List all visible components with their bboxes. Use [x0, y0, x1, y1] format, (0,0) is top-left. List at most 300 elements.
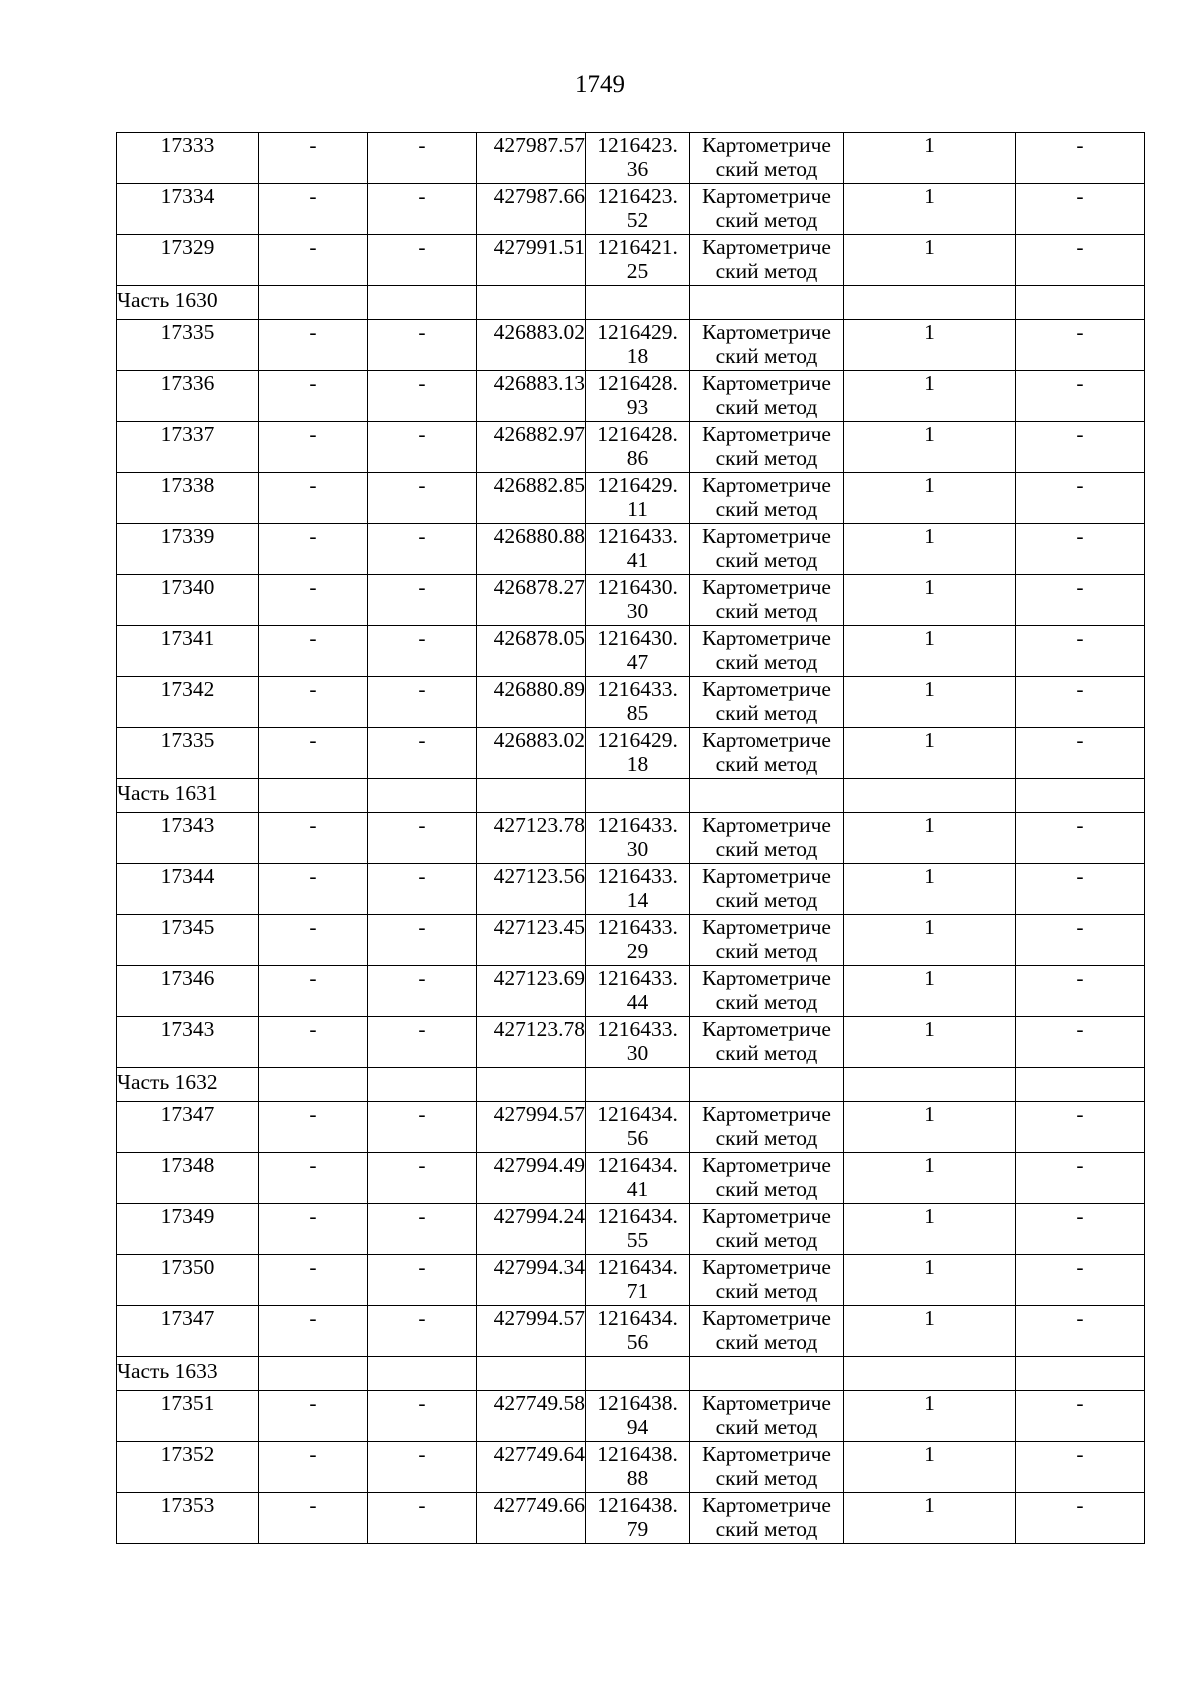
- method-line2: ский метод: [715, 548, 818, 572]
- x-coordinate-cell: 426880.89: [477, 677, 586, 728]
- method-line2: ский метод: [715, 344, 818, 368]
- table-row: [117, 575, 1145, 626]
- y-coordinate-part2: 14: [626, 888, 649, 912]
- y-coordinate-cell: [586, 1306, 690, 1357]
- method-cell: [690, 524, 844, 575]
- dash-cell: -: [368, 1255, 477, 1306]
- y-coordinate-part2: 56: [626, 1126, 649, 1150]
- dash-cell: -: [259, 1442, 368, 1493]
- method-line1: Картометриче: [702, 235, 831, 259]
- accuracy-cell: 1: [844, 473, 1016, 524]
- x-coordinate-cell: 426882.97: [477, 422, 586, 473]
- empty-cell: [844, 779, 1016, 813]
- point-number-cell: 17351: [117, 1391, 259, 1442]
- y-coordinate-part1: 1216428.: [597, 422, 678, 446]
- method-line2: ский метод: [715, 1041, 818, 1065]
- dash-cell: -: [368, 915, 477, 966]
- y-coordinate-part2: 47: [626, 650, 649, 674]
- point-number-cell: 17335: [117, 728, 259, 779]
- y-coordinate-cell: [586, 1391, 690, 1442]
- point-number-cell: 17353: [117, 1493, 259, 1544]
- description-cell: -: [1016, 133, 1145, 184]
- method-line2: ский метод: [715, 395, 818, 419]
- empty-cell: [1016, 779, 1145, 813]
- y-coordinate-cell: [586, 575, 690, 626]
- y-coordinate-part2: 25: [626, 259, 649, 283]
- x-coordinate-cell: 426883.02: [477, 728, 586, 779]
- empty-cell: [368, 286, 477, 320]
- method-cell: [690, 1017, 844, 1068]
- method-line2: ский метод: [715, 157, 818, 181]
- y-coordinate-part2: 85: [626, 701, 649, 725]
- table-row: [117, 422, 1145, 473]
- dash-cell: -: [259, 1493, 368, 1544]
- method-line2: ский метод: [715, 1126, 818, 1150]
- accuracy-cell: 1: [844, 864, 1016, 915]
- description-cell: -: [1016, 677, 1145, 728]
- method-line2: ский метод: [715, 1228, 818, 1252]
- table-row: [117, 1306, 1145, 1357]
- description-cell: -: [1016, 422, 1145, 473]
- y-coordinate-cell: [586, 915, 690, 966]
- dash-cell: -: [368, 1204, 477, 1255]
- method-line1: Картометриче: [702, 626, 831, 650]
- x-coordinate-cell: 427749.66: [477, 1493, 586, 1544]
- description-cell: -: [1016, 966, 1145, 1017]
- y-coordinate-cell: [586, 1493, 690, 1544]
- method-cell: [690, 813, 844, 864]
- table-row: [117, 1204, 1145, 1255]
- method-cell: [690, 966, 844, 1017]
- dash-cell: -: [259, 966, 368, 1017]
- x-coordinate-cell: 427749.58: [477, 1391, 586, 1442]
- dash-cell: -: [259, 915, 368, 966]
- empty-cell: [477, 779, 586, 813]
- y-coordinate-part2: 41: [626, 548, 649, 572]
- method-line1: Картометриче: [702, 1102, 831, 1126]
- x-coordinate-cell: 426878.27: [477, 575, 586, 626]
- accuracy-cell: 1: [844, 813, 1016, 864]
- y-coordinate-cell: [586, 1102, 690, 1153]
- method-line2: ский метод: [715, 259, 818, 283]
- method-cell: [690, 1153, 844, 1204]
- dash-cell: -: [368, 626, 477, 677]
- x-coordinate-cell: 427991.51: [477, 235, 586, 286]
- description-cell: -: [1016, 1391, 1145, 1442]
- method-cell: [690, 864, 844, 915]
- dash-cell: -: [259, 133, 368, 184]
- dash-cell: -: [259, 371, 368, 422]
- part-header-row: [117, 779, 1145, 813]
- dash-cell: -: [259, 1102, 368, 1153]
- dash-cell: -: [259, 575, 368, 626]
- empty-cell: [586, 1068, 690, 1102]
- dash-cell: -: [368, 813, 477, 864]
- description-cell: -: [1016, 575, 1145, 626]
- description-cell: -: [1016, 235, 1145, 286]
- x-coordinate-cell: 427123.78: [477, 1017, 586, 1068]
- point-number-cell: 17352: [117, 1442, 259, 1493]
- method-line2: ский метод: [715, 446, 818, 470]
- y-coordinate-cell: [586, 677, 690, 728]
- dash-cell: -: [259, 677, 368, 728]
- method-line1: Картометриче: [702, 677, 831, 701]
- y-coordinate-cell: [586, 184, 690, 235]
- accuracy-cell: 1: [844, 235, 1016, 286]
- y-coordinate-part1: 1216430.: [597, 575, 678, 599]
- method-line2: ский метод: [715, 1466, 818, 1490]
- empty-cell: [844, 286, 1016, 320]
- point-number-cell: 17349: [117, 1204, 259, 1255]
- accuracy-cell: 1: [844, 1391, 1016, 1442]
- method-line2: ский метод: [715, 1415, 818, 1439]
- point-number-cell: 17340: [117, 575, 259, 626]
- y-coordinate-part2: 79: [626, 1517, 649, 1541]
- y-coordinate-part1: 1216428.: [597, 371, 678, 395]
- y-coordinate-part1: 1216429.: [597, 320, 678, 344]
- accuracy-cell: 1: [844, 915, 1016, 966]
- method-cell: [690, 235, 844, 286]
- method-line2: ский метод: [715, 888, 818, 912]
- method-line1: Картометриче: [702, 320, 831, 344]
- method-cell: [690, 1306, 844, 1357]
- method-line1: Картометриче: [702, 864, 831, 888]
- y-coordinate-part1: 1216434.: [597, 1306, 678, 1330]
- empty-cell: [259, 779, 368, 813]
- table-row: [117, 235, 1145, 286]
- y-coordinate-cell: [586, 1153, 690, 1204]
- y-coordinate-part2: 29: [626, 939, 649, 963]
- y-coordinate-part1: 1216430.: [597, 626, 678, 650]
- y-coordinate-cell: [586, 524, 690, 575]
- y-coordinate-part1: 1216429.: [597, 728, 678, 752]
- point-number-cell: 17343: [117, 813, 259, 864]
- y-coordinate-cell: [586, 1255, 690, 1306]
- dash-cell: -: [368, 371, 477, 422]
- dash-cell: -: [368, 422, 477, 473]
- point-number-cell: 17350: [117, 1255, 259, 1306]
- x-coordinate-cell: 427994.49: [477, 1153, 586, 1204]
- dash-cell: -: [368, 473, 477, 524]
- description-cell: -: [1016, 184, 1145, 235]
- dash-cell: -: [368, 1102, 477, 1153]
- x-coordinate-cell: 427123.78: [477, 813, 586, 864]
- coordinates-table: [116, 132, 1145, 1544]
- y-coordinate-part1: 1216433.: [597, 915, 678, 939]
- dash-cell: -: [368, 1017, 477, 1068]
- x-coordinate-cell: 426880.88: [477, 524, 586, 575]
- point-number-cell: 17348: [117, 1153, 259, 1204]
- description-cell: -: [1016, 728, 1145, 779]
- table-row: [117, 1391, 1145, 1442]
- table-row: [117, 524, 1145, 575]
- dash-cell: -: [368, 677, 477, 728]
- y-coordinate-part2: 93: [626, 395, 649, 419]
- description-cell: -: [1016, 813, 1145, 864]
- dash-cell: -: [368, 575, 477, 626]
- x-coordinate-cell: 426878.05: [477, 626, 586, 677]
- empty-cell: [259, 1357, 368, 1391]
- point-number-cell: 17335: [117, 320, 259, 371]
- y-coordinate-part2: 36: [626, 157, 649, 181]
- y-coordinate-part1: 1216434.: [597, 1204, 678, 1228]
- part-label: Часть 1630: [117, 286, 259, 320]
- y-coordinate-part2: 88: [626, 1466, 649, 1490]
- y-coordinate-part2: 56: [626, 1330, 649, 1354]
- accuracy-cell: 1: [844, 1204, 1016, 1255]
- method-cell: [690, 575, 844, 626]
- y-coordinate-part1: 1216423.: [597, 184, 678, 208]
- description-cell: -: [1016, 473, 1145, 524]
- part-label: Часть 1632: [117, 1068, 259, 1102]
- y-coordinate-part1: 1216429.: [597, 473, 678, 497]
- dash-cell: -: [259, 864, 368, 915]
- part-label: Часть 1633: [117, 1357, 259, 1391]
- description-cell: -: [1016, 1493, 1145, 1544]
- empty-cell: [477, 1357, 586, 1391]
- accuracy-cell: 1: [844, 1255, 1016, 1306]
- y-coordinate-part2: 18: [626, 344, 649, 368]
- accuracy-cell: 1: [844, 422, 1016, 473]
- point-number-cell: 17343: [117, 1017, 259, 1068]
- table-body: [117, 133, 1145, 1544]
- point-number-cell: 17347: [117, 1102, 259, 1153]
- point-number-cell: 17334: [117, 184, 259, 235]
- description-cell: -: [1016, 915, 1145, 966]
- empty-cell: [477, 286, 586, 320]
- y-coordinate-part2: 44: [626, 990, 649, 1014]
- method-line1: Картометриче: [702, 184, 831, 208]
- dash-cell: -: [259, 422, 368, 473]
- point-number-cell: 17347: [117, 1306, 259, 1357]
- x-coordinate-cell: 427123.69: [477, 966, 586, 1017]
- method-line1: Картометриче: [702, 1017, 831, 1041]
- table-row: [117, 1255, 1145, 1306]
- accuracy-cell: 1: [844, 728, 1016, 779]
- y-coordinate-part2: 52: [626, 208, 649, 232]
- y-coordinate-part1: 1216423.: [597, 133, 678, 157]
- y-coordinate-part1: 1216434.: [597, 1153, 678, 1177]
- y-coordinate-part2: 71: [626, 1279, 649, 1303]
- method-line2: ский метод: [715, 650, 818, 674]
- method-line2: ский метод: [715, 208, 818, 232]
- method-line2: ский метод: [715, 1279, 818, 1303]
- y-coordinate-cell: [586, 1204, 690, 1255]
- method-cell: [690, 1102, 844, 1153]
- dash-cell: -: [368, 1442, 477, 1493]
- empty-cell: [1016, 1357, 1145, 1391]
- method-line1: Картометриче: [702, 133, 831, 157]
- y-coordinate-part2: 11: [627, 497, 648, 521]
- accuracy-cell: 1: [844, 1442, 1016, 1493]
- method-cell: [690, 1204, 844, 1255]
- method-line2: ский метод: [715, 837, 818, 861]
- description-cell: -: [1016, 524, 1145, 575]
- empty-cell: [844, 1068, 1016, 1102]
- dash-cell: -: [259, 728, 368, 779]
- y-coordinate-part2: 30: [626, 1041, 649, 1065]
- y-coordinate-part2: 30: [626, 599, 649, 623]
- table-row: [117, 966, 1145, 1017]
- table-row: [117, 1493, 1145, 1544]
- method-line1: Картометриче: [702, 1255, 831, 1279]
- dash-cell: -: [259, 184, 368, 235]
- method-line2: ский метод: [715, 939, 818, 963]
- table-row: [117, 813, 1145, 864]
- empty-cell: [368, 779, 477, 813]
- table-row: [117, 184, 1145, 235]
- method-line1: Картометриче: [702, 575, 831, 599]
- description-cell: -: [1016, 1204, 1145, 1255]
- accuracy-cell: 1: [844, 1153, 1016, 1204]
- y-coordinate-part2: 94: [626, 1415, 649, 1439]
- point-number-cell: 17339: [117, 524, 259, 575]
- method-line1: Картометриче: [702, 728, 831, 752]
- description-cell: -: [1016, 1442, 1145, 1493]
- accuracy-cell: 1: [844, 1017, 1016, 1068]
- method-line1: Картометриче: [702, 1493, 831, 1517]
- method-line1: Картометриче: [702, 915, 831, 939]
- dash-cell: -: [259, 1153, 368, 1204]
- dash-cell: -: [368, 1306, 477, 1357]
- dash-cell: -: [259, 813, 368, 864]
- point-number-cell: 17329: [117, 235, 259, 286]
- table-row: [117, 864, 1145, 915]
- table-row: [117, 473, 1145, 524]
- accuracy-cell: 1: [844, 320, 1016, 371]
- empty-cell: [844, 1357, 1016, 1391]
- table-row: [117, 728, 1145, 779]
- method-line1: Картометриче: [702, 524, 831, 548]
- y-coordinate-cell: [586, 813, 690, 864]
- point-number-cell: 17345: [117, 915, 259, 966]
- accuracy-cell: 1: [844, 575, 1016, 626]
- method-line1: Картометриче: [702, 473, 831, 497]
- description-cell: -: [1016, 320, 1145, 371]
- accuracy-cell: 1: [844, 966, 1016, 1017]
- x-coordinate-cell: 427994.34: [477, 1255, 586, 1306]
- empty-cell: [1016, 1068, 1145, 1102]
- y-coordinate-cell: [586, 371, 690, 422]
- method-line1: Картометриче: [702, 1442, 831, 1466]
- point-number-cell: 17341: [117, 626, 259, 677]
- empty-cell: [259, 1068, 368, 1102]
- dash-cell: -: [368, 235, 477, 286]
- empty-cell: [690, 1357, 844, 1391]
- y-coordinate-part1: 1216433.: [597, 524, 678, 548]
- table-row: [117, 320, 1145, 371]
- empty-cell: [586, 286, 690, 320]
- accuracy-cell: 1: [844, 133, 1016, 184]
- method-line1: Картометриче: [702, 813, 831, 837]
- x-coordinate-cell: 427994.57: [477, 1306, 586, 1357]
- method-cell: [690, 1255, 844, 1306]
- method-line2: ский метод: [715, 1517, 818, 1541]
- dash-cell: -: [368, 184, 477, 235]
- accuracy-cell: 1: [844, 524, 1016, 575]
- y-coordinate-part2: 41: [626, 1177, 649, 1201]
- method-cell: [690, 1493, 844, 1544]
- dash-cell: -: [259, 1306, 368, 1357]
- y-coordinate-cell: [586, 473, 690, 524]
- dash-cell: -: [259, 1255, 368, 1306]
- description-cell: -: [1016, 1255, 1145, 1306]
- y-coordinate-part1: 1216434.: [597, 1255, 678, 1279]
- method-line1: Картометриче: [702, 422, 831, 446]
- y-coordinate-cell: [586, 133, 690, 184]
- point-number-cell: 17337: [117, 422, 259, 473]
- x-coordinate-cell: 426883.02: [477, 320, 586, 371]
- dash-cell: -: [259, 1017, 368, 1068]
- empty-cell: [690, 779, 844, 813]
- table-row: [117, 133, 1145, 184]
- point-number-cell: 17336: [117, 371, 259, 422]
- dash-cell: -: [368, 728, 477, 779]
- dash-cell: -: [368, 864, 477, 915]
- method-cell: [690, 320, 844, 371]
- method-cell: [690, 422, 844, 473]
- accuracy-cell: 1: [844, 1493, 1016, 1544]
- y-coordinate-part1: 1216438.: [597, 1391, 678, 1415]
- y-coordinate-part1: 1216433.: [597, 864, 678, 888]
- point-number-cell: 17346: [117, 966, 259, 1017]
- x-coordinate-cell: 427123.56: [477, 864, 586, 915]
- y-coordinate-part2: 30: [626, 837, 649, 861]
- accuracy-cell: 1: [844, 626, 1016, 677]
- table-row: [117, 1102, 1145, 1153]
- method-line2: ский метод: [715, 497, 818, 521]
- dash-cell: -: [368, 1153, 477, 1204]
- method-cell: [690, 915, 844, 966]
- method-line1: Картометриче: [702, 1153, 831, 1177]
- method-cell: [690, 626, 844, 677]
- y-coordinate-part2: 55: [626, 1228, 649, 1252]
- dash-cell: -: [259, 524, 368, 575]
- dash-cell: -: [368, 966, 477, 1017]
- y-coordinate-cell: [586, 626, 690, 677]
- method-cell: [690, 1391, 844, 1442]
- empty-cell: [477, 1068, 586, 1102]
- x-coordinate-cell: 427994.24: [477, 1204, 586, 1255]
- y-coordinate-part1: 1216433.: [597, 1017, 678, 1041]
- y-coordinate-cell: [586, 422, 690, 473]
- method-line1: Картометриче: [702, 966, 831, 990]
- x-coordinate-cell: 426883.13: [477, 371, 586, 422]
- y-coordinate-part1: 1216433.: [597, 966, 678, 990]
- empty-cell: [368, 1068, 477, 1102]
- y-coordinate-part1: 1216433.: [597, 677, 678, 701]
- method-line2: ский метод: [715, 752, 818, 776]
- description-cell: -: [1016, 371, 1145, 422]
- dash-cell: -: [259, 473, 368, 524]
- y-coordinate-cell: [586, 864, 690, 915]
- dash-cell: -: [368, 1391, 477, 1442]
- y-coordinate-cell: [586, 1017, 690, 1068]
- x-coordinate-cell: 427123.45: [477, 915, 586, 966]
- method-line2: ский метод: [715, 701, 818, 725]
- empty-cell: [586, 1357, 690, 1391]
- accuracy-cell: 1: [844, 1306, 1016, 1357]
- empty-cell: [690, 1068, 844, 1102]
- point-number-cell: 17342: [117, 677, 259, 728]
- empty-cell: [586, 779, 690, 813]
- accuracy-cell: 1: [844, 677, 1016, 728]
- y-coordinate-cell: [586, 966, 690, 1017]
- y-coordinate-cell: [586, 1442, 690, 1493]
- method-line1: Картометриче: [702, 371, 831, 395]
- accuracy-cell: 1: [844, 1102, 1016, 1153]
- method-line2: ский метод: [715, 599, 818, 623]
